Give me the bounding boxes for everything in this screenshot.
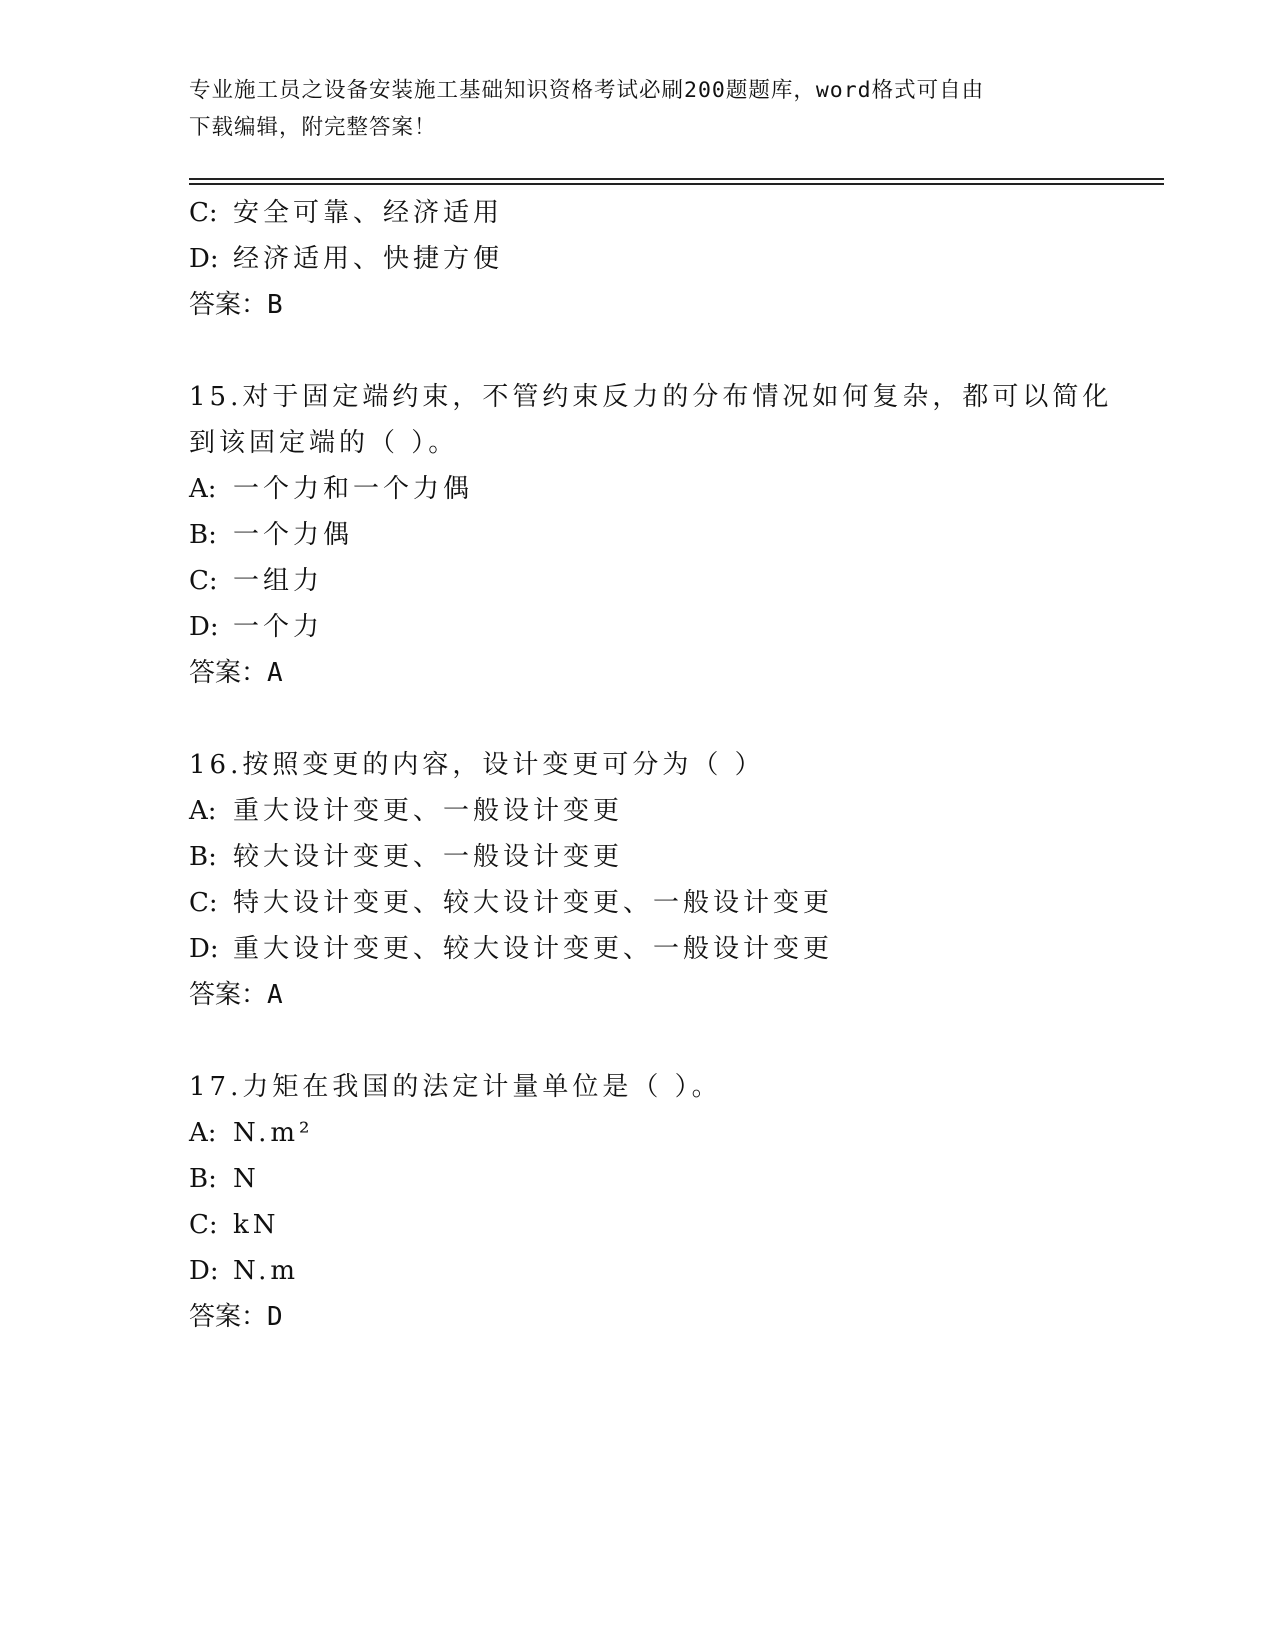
option-text: 特大设计变更、较大设计变更、一般设计变更 (233, 888, 834, 918)
question-stem: 15.对于固定端约束，不管约束反力的分布情况如何复杂，都可以简化 (189, 382, 1113, 412)
option-c (189, 880, 1164, 926)
spacer (189, 696, 1164, 742)
spacer (189, 328, 1164, 374)
option-label: B: (189, 520, 217, 550)
option-d (189, 604, 1164, 650)
option-a (189, 466, 1164, 512)
option-text: 一个力 (233, 612, 324, 642)
option-label: C: (189, 888, 218, 918)
option-b (189, 834, 1164, 880)
option-label: B: (189, 1164, 217, 1194)
option-label: D: (189, 934, 219, 964)
answer-line: 答案：A (189, 980, 283, 1010)
option-c (189, 190, 1164, 236)
option-label: C: (189, 1210, 218, 1240)
header-line-1: 专业施工员之设备安装施工基础知识资格考试必刷200题题库，word格式可自由 (189, 78, 985, 103)
option-d (189, 236, 1164, 282)
option-label: A: (189, 1118, 217, 1148)
spacer (189, 1018, 1164, 1064)
question-stem: 16.按照变更的内容，设计变更可分为（ ） (189, 750, 765, 780)
answer-line: 答案：D (189, 1302, 283, 1332)
option-label: C: (189, 198, 218, 228)
option-text: 一个力偶 (233, 520, 354, 550)
option-text: 重大设计变更、一般设计变更 (233, 796, 624, 826)
option-a (189, 1110, 1164, 1156)
header-line-2: 下载编辑，附完整答案！ (189, 115, 437, 140)
option-text: 一组力 (233, 566, 324, 596)
option-label: C: (189, 566, 218, 596)
option-text: N.m (233, 1256, 300, 1286)
header-rule-bottom (189, 183, 1164, 185)
option-label: D: (189, 1256, 219, 1286)
option-d (189, 1248, 1164, 1294)
option-text: 较大设计变更、一般设计变更 (233, 842, 624, 872)
answer-line: 答案：B (189, 290, 283, 320)
option-label: A: (189, 474, 217, 504)
option-label: B: (189, 842, 217, 872)
option-text: 一个力和一个力偶 (233, 474, 474, 504)
document-header (189, 72, 1089, 146)
option-label: D: (189, 244, 219, 274)
question-stem: 17.力矩在我国的法定计量单位是（ ）。 (189, 1072, 722, 1102)
question-14-continuation (189, 190, 1164, 328)
option-label: D: (189, 612, 219, 642)
option-label: A: (189, 796, 217, 826)
question-15 (189, 374, 1164, 696)
option-c (189, 558, 1164, 604)
option-text: N (233, 1164, 260, 1194)
option-text: 安全可靠、经济适用 (233, 198, 504, 228)
question-16 (189, 742, 1164, 1018)
option-c (189, 1202, 1164, 1248)
option-text: kN (233, 1210, 280, 1240)
option-b (189, 1156, 1164, 1202)
answer-line: 答案：A (189, 658, 283, 688)
option-text: 经济适用、快捷方便 (233, 244, 504, 274)
option-a (189, 788, 1164, 834)
question-list (189, 190, 1164, 1340)
option-text: N.m² (233, 1118, 314, 1148)
option-d (189, 926, 1164, 972)
question-17 (189, 1064, 1164, 1340)
option-text: 重大设计变更、较大设计变更、一般设计变更 (233, 934, 834, 964)
question-stem-cont: 到该固定端的（ ）。 (189, 428, 459, 458)
option-b (189, 512, 1164, 558)
header-rule-top (189, 178, 1164, 180)
